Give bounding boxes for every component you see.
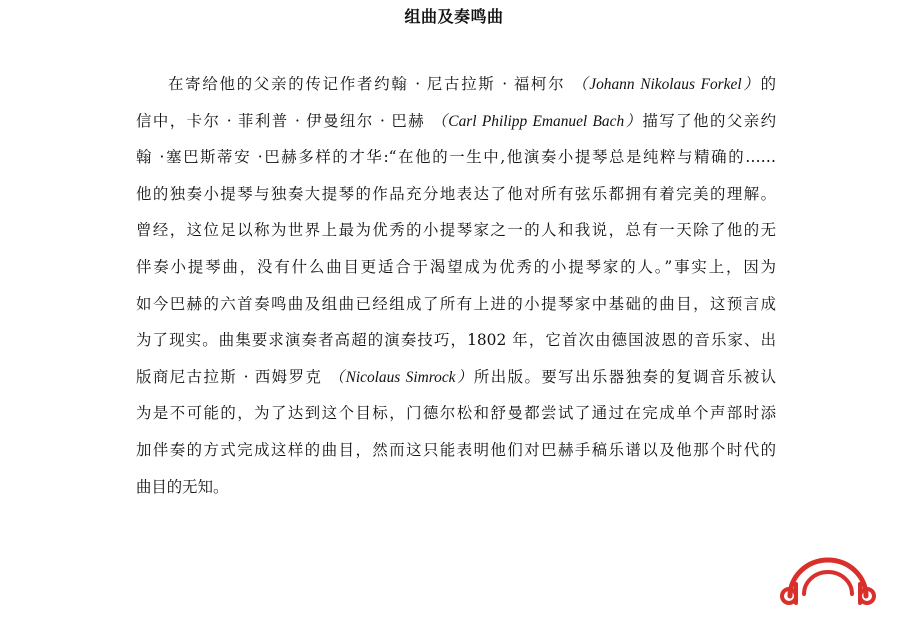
paragraph-line [136, 249, 776, 286]
paragraph-line [136, 395, 776, 432]
body-text: 翰 ·塞巴斯蒂安 ·巴赫多样的才华:“在他的一生中,他演奏小提琴总是纯粹与精确的…… [136, 148, 776, 167]
body-text: 为是不可能的，为了达到这个目标，门德尔松和舒曼都尝试了通过在完成单个声部时添 [136, 404, 776, 423]
body-text: 为了现实。曲集要求演奏者高超的演奏技巧，1802 年，它首次由德国波恩的音乐家、出 [136, 331, 776, 350]
paragraph-line [136, 66, 776, 103]
latin-name-text: （Nicolaus Simrock） [328, 368, 474, 386]
document-body [136, 66, 776, 505]
body-text: 曲目的无知。 [136, 477, 229, 496]
paragraph-line [136, 322, 776, 359]
body-text: 描写了他的父亲约 [642, 111, 776, 130]
paragraph-line [136, 212, 776, 249]
body-text: 在寄给他的父亲的传记作者约翰 · 尼古拉斯 · 福柯尔 [168, 75, 573, 93]
paragraph-line [136, 432, 776, 469]
paragraph-line [136, 176, 776, 213]
paragraph-line [136, 139, 776, 176]
body-text: 所出版。要写出乐器独奏的复调音乐被认 [473, 367, 777, 386]
body-text: 版商尼古拉斯 · 西姆罗克 [136, 367, 329, 386]
body-text: 他的独奏小提琴与独奏大提琴的作品充分地表达了他对所有弦乐都拥有着完美的理解。 [136, 184, 776, 203]
body-text: 曾经，这位足以称为世界上最为优秀的小提琴家之一的人和我说，总有一天除了他的无 [136, 221, 776, 240]
paragraph-line [136, 469, 776, 506]
body-text: 伴奏小提琴曲，没有什么曲目更适合于渴望成为优秀的小提琴家的人。”事实上，因为 [136, 257, 776, 276]
latin-name-text: （Carl Philipp Emanuel Bach） [431, 112, 643, 130]
body-text: 加伴奏的方式完成这样的曲目，然而这只能表明他们对巴赫手稿乐谱以及他那个时代的 [136, 440, 776, 459]
latin-name-text: （Johann Nikolaus Forkel） [572, 76, 761, 93]
page-title: 组曲及奏鸣曲 [404, 7, 504, 26]
body-text: 的 [760, 75, 776, 93]
body-text: 信中，卡尔 · 菲利普 · 伊曼纽尔 · 巴赫 [136, 111, 432, 130]
body-text: 如今巴赫的六首奏鸣曲及组曲已经组成了所有上进的小提琴家中基础的曲目，这预言成 [136, 294, 776, 313]
paragraph-line [136, 286, 776, 323]
db-headphones-logo-icon [778, 556, 878, 608]
paragraph-line [136, 103, 776, 140]
paragraph-line [136, 359, 776, 396]
